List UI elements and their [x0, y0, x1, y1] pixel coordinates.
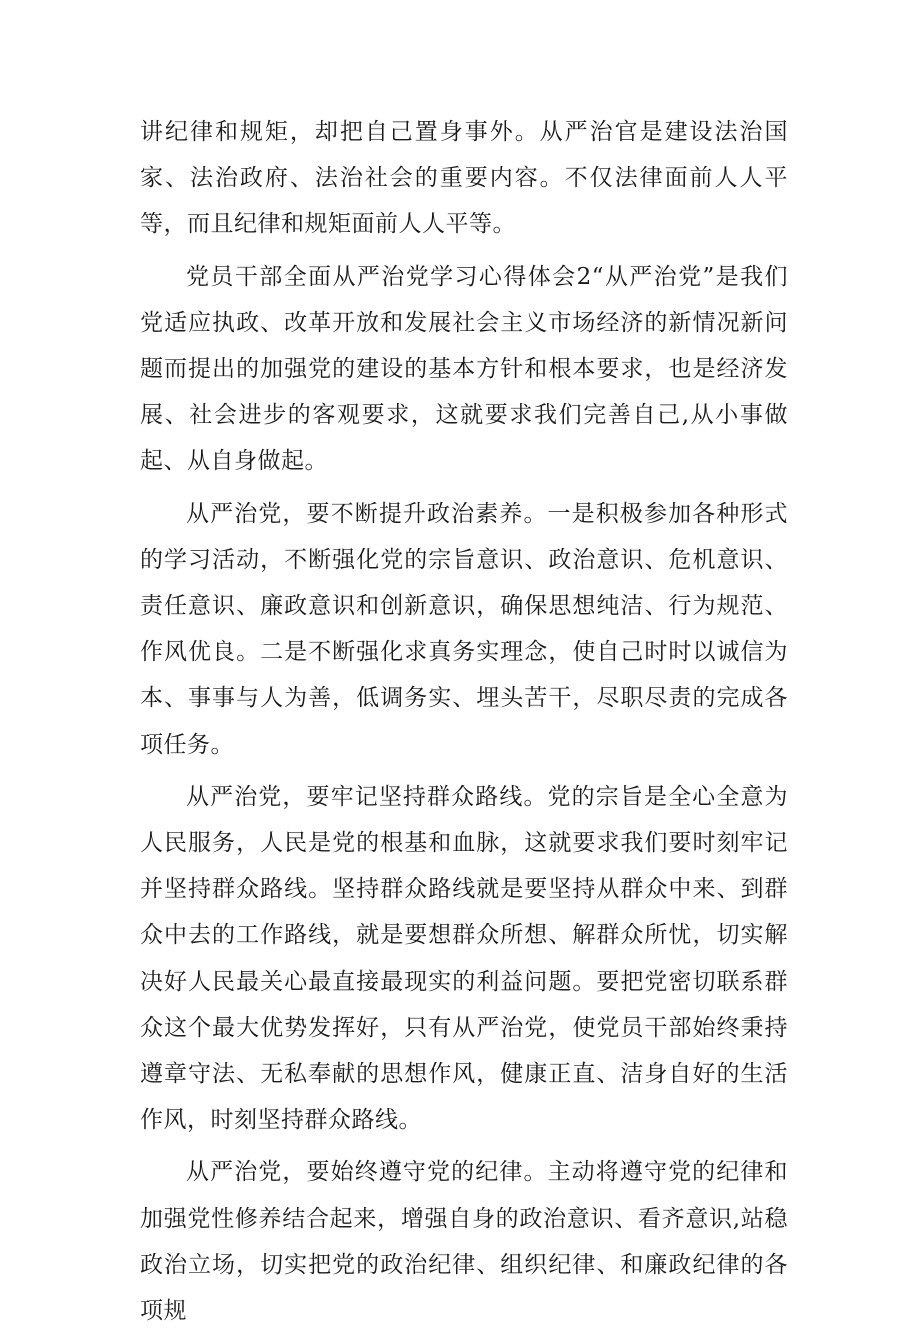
paragraph-continuation: 讲纪律和规矩，却把自己置身事外。从严治官是建设法治国家、法治政府、法治社会的重要内容。不仅法律面前人人平等，而且纪律和规矩面前人人平等。	[140, 119, 788, 238]
paragraph-political-quality: 从严治党，要不断提升政治素养。一是积极参加各种形式的学习活动，不断强化党的宗旨意识、政治意识、危机意识、责任意识、廉政意识和创新意识，确保思想纯洁、行为规范、作风优良。二是不断强化求真务实理念，使自己时时以诚信为本、事事与人为善，低调务实、埋头苦干，尽职尽责的完成各项任务。	[140, 500, 788, 758]
paragraph-mass-line: 从严治党，要牢记坚持群众路线。党的宗旨是全心全意为人民服务，人民是党的根基和血脉，这就要求我们要时刻牢记并坚持群众路线。坚持群众路线就是要坚持从群众中来、到群众中去的工作路线，就是要想群众所想、解群众所忧，切实解决好人民最关心最直接最现实的利益问题。要把党密切联系群众这个最大优势发挥好，只有从严治党，使党员干部始终秉持遵章守法、无私奉献的思想作风，健康正直、洁身自好的生活作风，时刻坚持群众路线。	[140, 783, 788, 1134]
document-body	[140, 109, 788, 1340]
paragraph-heading-intro: 党员干部全面从严治党学习心得体会2“从严治党”是我们党适应执政、改革开放和发展社会主义市场经济的新情况新问题而提出的加强党的建设的基本方针和根本要求，也是经济发展、社会进步的客观要求，这就要求我们完善自己,从小事做起、从自身做起。	[140, 263, 788, 475]
paragraph-party-discipline: 从严治党，要始终遵守党的纪律。主动将遵守党的纪律和加强党性修养结合起来，增强自身的政治意识、看齐意识,站稳政治立场，切实把党的政治纪律、组织纪律、和廉政纪律的各项规	[140, 1159, 788, 1325]
